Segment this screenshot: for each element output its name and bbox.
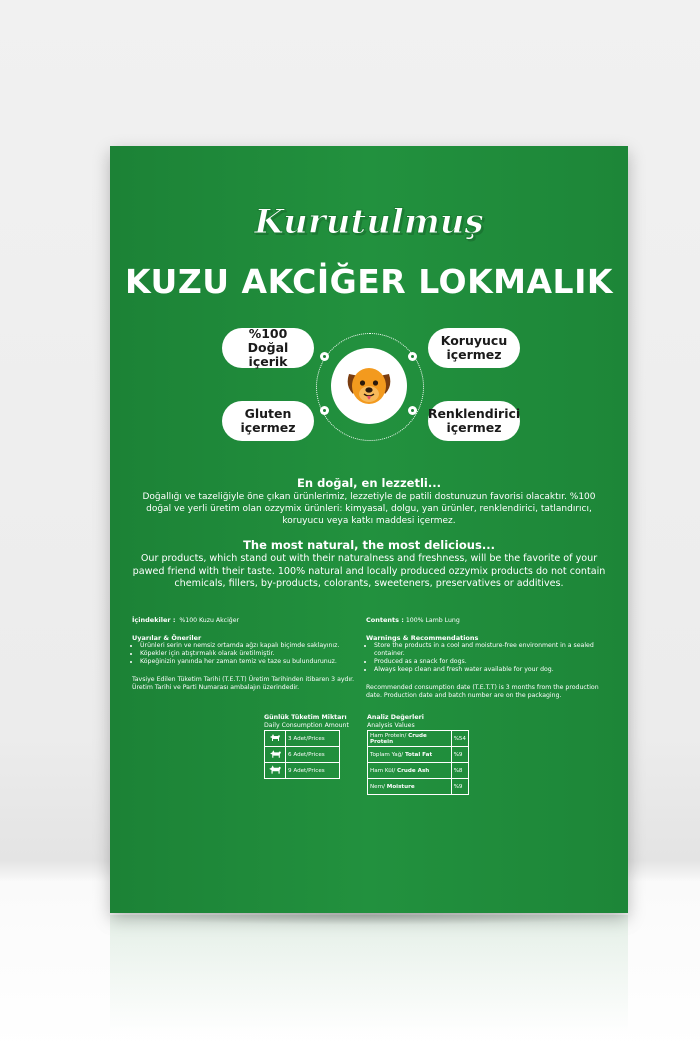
list-item: • Ürünleri serin ve nemsiz ortamda ağzı kapalı biçimde saklayınız. [140, 642, 357, 650]
consumption-title-tr: Günlük Tüketim Miktarı [264, 714, 347, 721]
consumption-table [264, 730, 340, 779]
analysis-table [367, 730, 469, 795]
dog-silhouette-icon [269, 749, 282, 759]
consumption-row-1: 3 Adet/Prices [286, 731, 340, 747]
feature-badges [110, 321, 628, 451]
table-row [368, 731, 469, 747]
tett-note-tr: Tavsiye Edilen Tüketim Tarihi (T.E.T.T) Üretim Tarihinden itibaren 3 aydır. Üretim Tarihi ve Parti Numarası ambalajın üzerindedir. [132, 676, 355, 691]
analysis-label-tr: Nem/ [370, 783, 385, 790]
analysis-value: %9 [451, 779, 468, 795]
consumption-title-en: Daily Consumption Amount [264, 721, 349, 729]
tr-body: Doğallığı ve tazeliğiyle öne çıkan ürünlerimiz, lezzetiyle de patili dostunuzun favorisi olacaktır. %100 doğal ve yerli üretim olan ozzymix ürünleri: kimyasal, dolgu, yan ürünler, renklendirici, tatlandırıcı, koruyucu veya katkı maddesi içermez. [142, 492, 596, 526]
list-item: • Produced as a snack for dogs. [374, 658, 614, 666]
en-heading: The most natural, the most delicious... [243, 538, 495, 552]
right-info-column [366, 616, 614, 700]
list-item: • Store the products in a cool and moisture-free environment in a sealed container. [374, 642, 614, 658]
analysis-title [367, 714, 424, 729]
connector-dot [320, 406, 329, 415]
analysis-label-tr: Toplam Yağ/ [370, 751, 404, 758]
table-row [368, 747, 469, 763]
left-info-column [132, 616, 357, 692]
badge-natural: %100 Doğal içerik [222, 328, 314, 368]
analysis-label-en: Total Fat [404, 751, 433, 758]
product-package-back [110, 146, 628, 913]
table-row [368, 779, 469, 795]
analysis-title-tr: Analiz Değerleri [367, 714, 424, 721]
analysis-label-tr: Ham Kül/ [370, 767, 396, 774]
mascot-circle [331, 348, 407, 424]
table-row [265, 731, 340, 747]
analysis-label-en: Crude Protein [370, 732, 427, 745]
contents-label-tr: İçindekiler : [132, 616, 176, 624]
analysis-label-en: Moisture [386, 783, 415, 790]
badge-gluten-free: Gluten içermez [222, 401, 314, 441]
connector-dot [408, 406, 417, 415]
tr-heading: En doğal, en lezzetli... [297, 476, 441, 490]
consumption-row-2: 6 Adet/Prices [286, 747, 340, 763]
warnings-list-tr [132, 642, 357, 666]
tett-note-en: Recommended consumption date (T.E.T.T) is 3 months from the production date. Production date and batch number are on the packaging. [366, 684, 599, 699]
warnings-title-tr: Uyarılar & Öneriler [132, 634, 202, 642]
contents-value-tr: %100 Kuzu Akciğer [179, 617, 240, 624]
table-row [368, 763, 469, 779]
consumption-title [264, 714, 349, 729]
analysis-value: %54 [451, 731, 468, 747]
dog-face-icon [343, 360, 395, 412]
table-row [265, 763, 340, 779]
script-title: Kurutulmuş [254, 202, 484, 242]
dog-silhouette-icon [268, 764, 282, 775]
list-item: • Köpekler için atıştırmalık olarak üretilmiştir. [140, 650, 357, 658]
connector-dot [320, 352, 329, 361]
badge-no-colorant: Renklendirici içermez [428, 401, 520, 441]
badge-no-preservative: Koruyucu içermez [428, 328, 520, 368]
en-body: Our products, which stand out with their naturalness and freshness, will be the favorite of your pawed friend with their taste. 100% natural and locally produced ozzymix products do not contain chemicals, fillers, by-products, colorants, sweeteners, preservatives or additives. [132, 553, 606, 589]
warnings-title-en: Warnings & Recommendations [366, 634, 479, 642]
dog-silhouette-icon [269, 733, 281, 742]
connector-dot [408, 352, 417, 361]
table-row [265, 747, 340, 763]
analysis-value: %8 [451, 763, 468, 779]
list-item: • Always keep clean and fresh water available for your dog. [374, 666, 614, 674]
analysis-label-en: Crude Ash [397, 767, 430, 774]
floor-reflection [110, 915, 628, 1035]
warnings-list-en [366, 642, 614, 674]
analysis-label-tr: Ham Protein/ [370, 732, 407, 739]
consumption-row-3: 9 Adet/Prices [286, 763, 340, 779]
contents-label-en: Contents : [366, 616, 404, 624]
product-title: KUZU AKCİĞER LOKMALIK [125, 262, 613, 301]
analysis-value: %9 [451, 747, 468, 763]
list-item: • Köpeğinizin yanında her zaman temiz ve taze su bulundurunuz. [140, 658, 357, 666]
contents-value-en: 100% Lamb Lung [405, 617, 460, 624]
analysis-title-en: Analysis Values [367, 721, 415, 729]
